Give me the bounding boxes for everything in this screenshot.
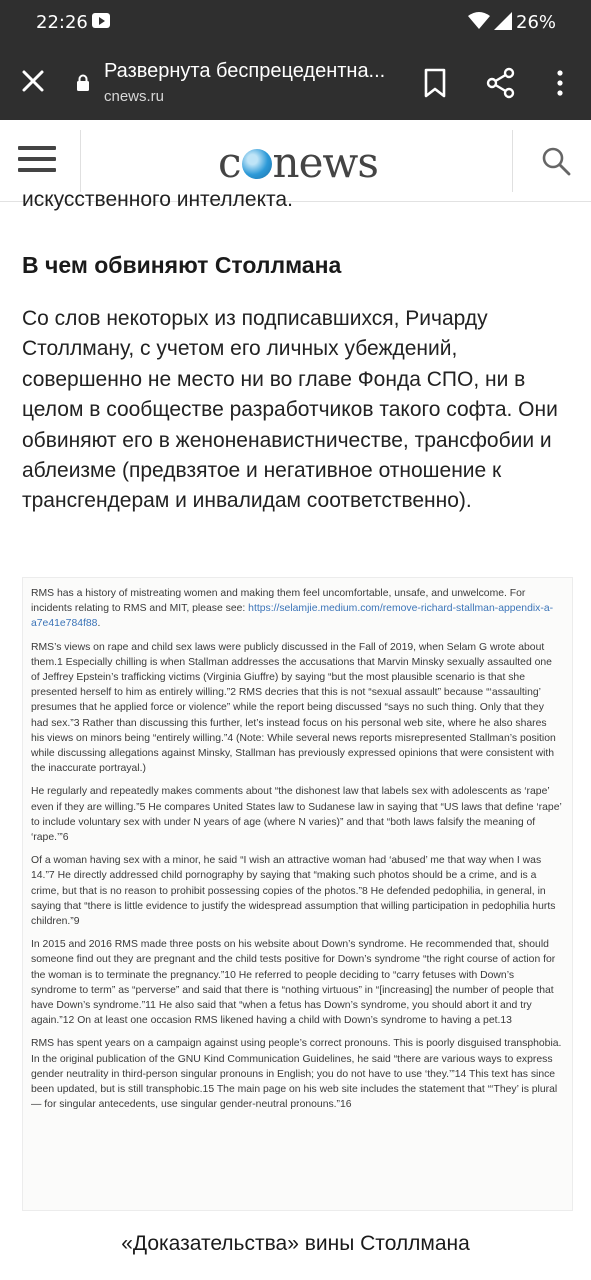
wifi-icon	[468, 12, 490, 30]
evidence-paragraph: In 2015 and 2016 RMS made three posts on his website about Down’s syndrome. He recommended that, should someone find out they are pregnant and the child tests positive for Down’s syndrome “the right course of action for the woman is to terminate the pregnancy.”10 He referred to people deciding to “carry fetuses with Down’s syndrome to term” as “perverse” and said that there is “nothing virtuous” in “[increasing] the number of people that have Down’s syndrome.”11 He also said that “when a fetus has Down’s syndrome, you should abort it and try again.”12 On at least one occasion RMS likened having a child with Down’s syndrome to having a pet.13	[31, 939, 556, 1027]
article-text-fragment: искусственного интеллекта.	[22, 188, 293, 211]
youtube-icon	[92, 13, 110, 28]
signal-icon	[494, 12, 512, 30]
lock-icon	[76, 74, 90, 92]
page-title[interactable]: Развернута беспрецедентна...	[104, 60, 386, 82]
evidence-paragraph: RMS has a history of mistreating women and making them feel uncomfortable, unsafe, and unwelcome. For incidents relating to RMS and MIT, please see: https://selamjie.medium.com/remove-richard-stallman-appendix-a-a7e41e784f88.	[31, 588, 554, 630]
evidence-link[interactable]: https://selamjie.medium.com/remove-richard-stallman-appendix-a-a7e41e784f88	[31, 603, 554, 630]
more-menu-icon[interactable]	[548, 66, 572, 100]
bookmark-icon[interactable]	[420, 66, 450, 100]
status-bar	[0, 0, 591, 44]
close-icon[interactable]	[16, 64, 50, 98]
evidence-paragraph: Of a woman having sex with a minor, he said “I wish an attractive woman had ‘abused’ me that way when I was 14.”7 He directly addressed child pornography by saying that “making such photos should be a crime, and is a crime, but that is no reason to prohibit possessing copies of the photos.”8 He defended pedophilia, in general, in saying that “there is little evidence to justify the widespread assumption that willing participation in pedophilia hurts children.”9	[31, 855, 556, 928]
article-paragraph: Со слов некоторых из подписавшихся, Ричарду Столлману, с учетом его личных убеждений, совершенно не место ни во главе Фонда СПО, ни в целом в сообществе разработчиков такого софта. Они обвиняют его в женоненавистничестве, трансфобии и аблеизме (предвзятое и негативное отношение к трансгендерам и инвалидам соответственно).	[22, 307, 558, 513]
evidence-paragraph: He regularly and repeatedly makes comments about “the dishonest law that labels sex with adolescents as ‘rape’ even if they are willing.”5 He compares United States law to Sudanese law in saying that “US laws that define ‘rape’ to include voluntary sex with under N years of age (where N varies)” and that “both laws falsify the meaning of ‘rape.’”6	[31, 786, 562, 844]
battery-level: 26%	[516, 12, 557, 33]
share-icon[interactable]	[484, 66, 518, 100]
article-heading: В чем обвиняют Столлмана	[22, 252, 342, 278]
evidence-paragraph: RMS’s views on rape and child sex laws were publicly discussed in the Fall of 2019, when Selam G wrote about them.1 Especially chilling is when Stallman addresses the accusations that Marvin Minsky sexually assaulted one of Jeffrey Epstein’s trafficking victims (Virginia Giuffre) by saying “but the most plausible scenario is that she presented herself to him as entirely willing.”2 RMS decries that this is not “sexual assault” because “‘assaulting’ presumes that he applied force or violence” while the report being discussed “says no such thing. Only that they had sex.”3 Rather than discussing this further, let’s instead focus on his personal web site, where he also shares his views on minors being “entirely willing.”4 (Note: While several news reports misrepresented Stallman’s position while discussing allegations against Minsky, Stallman has previously expressed opinions that were consistent with the inaccurate portrayal.)	[31, 641, 556, 775]
image-caption: «Доказательства» вины Столлмана	[121, 1232, 470, 1255]
evidence-paragraph: RMS has spent years on a campaign against using people’s correct pronouns. This is poorly disguised transphobia. In the original publication of the GNU Kind Communication Guidelines, he said “there are various ways to express gender neutrality in third-person singular pronouns in English; you do not have to use ‘they.’”14 This text has since been updated, but is still transphobic.15 The main page on his web site includes the statement that “‘They’ is plural — for singular antecedents, use singular gender-neutral pronouns.”16	[31, 1038, 562, 1111]
hamburger-menu-icon[interactable]	[18, 146, 56, 176]
status-time: 22:26	[36, 12, 88, 33]
page-url[interactable]: cnews.ru	[104, 88, 165, 105]
search-icon[interactable]	[540, 144, 572, 178]
site-logo[interactable]: c news	[218, 138, 378, 187]
header-divider	[80, 130, 81, 192]
evidence-screenshot	[22, 577, 573, 1211]
browser-toolbar	[0, 44, 591, 120]
header-divider	[512, 130, 513, 192]
